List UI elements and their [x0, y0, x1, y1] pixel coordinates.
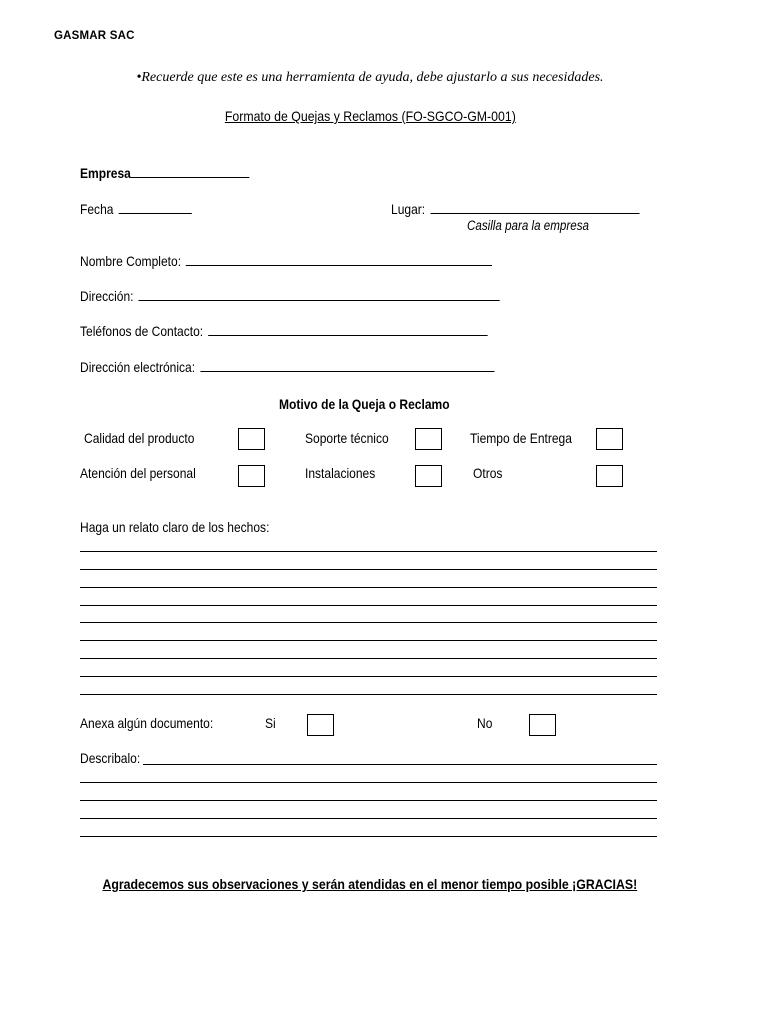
- checkbox-calidad[interactable]: [238, 428, 265, 450]
- motivo-heading: Motivo de la Queja o Reclamo: [279, 396, 450, 412]
- empresa-line: [131, 177, 250, 178]
- email-label: Dirección electrónica:: [80, 359, 196, 375]
- telefonos-label: Teléfonos de Contacto:: [80, 323, 204, 339]
- help-note: •Recuerde que este es una herramienta de ayuda, debe ajustarlo a sus necesidades.: [136, 70, 604, 85]
- direccion-label: Dirección:: [80, 288, 134, 304]
- relato-line: [80, 605, 657, 606]
- lugar-label: Lugar:: [391, 201, 426, 217]
- nombre-label: Nombre Completo:: [80, 253, 182, 269]
- email-field[interactable]: [80, 359, 494, 375]
- thanks-message: Agradecemos sus observaciones y serán atendidas en el menor tiempo posible ¡GRACIAS!: [102, 876, 638, 892]
- lugar-field[interactable]: [391, 201, 639, 217]
- checkbox-otros[interactable]: [596, 465, 623, 487]
- describe-label: Describalo:: [80, 750, 141, 766]
- option-tiempo-label: Tiempo de Entrega: [470, 430, 572, 446]
- option-otros-label: Otros: [473, 465, 503, 481]
- email-line: [200, 371, 494, 372]
- relato-line: [80, 587, 657, 588]
- nombre-field[interactable]: [80, 253, 492, 269]
- checkbox-anexo-si[interactable]: [307, 714, 334, 736]
- direccion-line: [139, 300, 500, 301]
- anexo-si-label: Si: [265, 715, 276, 731]
- option-calidad-label: Calidad del producto: [84, 430, 195, 446]
- fecha-line: [119, 213, 192, 214]
- option-atencion-label: Atención del personal: [80, 465, 196, 481]
- lugar-line: [430, 213, 639, 214]
- describe-line: [80, 782, 657, 783]
- describe-line: [80, 800, 657, 801]
- relato-line: [80, 694, 657, 695]
- option-soporte-label: Soporte técnico: [305, 430, 389, 446]
- checkbox-atencion[interactable]: [238, 465, 265, 487]
- thanks-wrap: [0, 876, 740, 894]
- relato-line: [80, 551, 657, 552]
- fecha-label: Fecha: [80, 201, 114, 217]
- checkbox-soporte[interactable]: [415, 428, 442, 450]
- empresa-label: Empresa: [80, 165, 131, 181]
- fecha-field[interactable]: [80, 201, 192, 217]
- nombre-line: [186, 265, 492, 266]
- anexo-no-label: No: [477, 715, 493, 731]
- describe-line: [80, 836, 657, 837]
- telefonos-line: [208, 335, 488, 336]
- anexo-label: Anexa algún documento:: [80, 715, 214, 731]
- relato-line: [80, 622, 657, 623]
- lugar-hint: Casilla para la empresa: [467, 218, 589, 233]
- form-title-wrap: [0, 108, 740, 126]
- checkbox-tiempo[interactable]: [596, 428, 623, 450]
- describe-line: [80, 818, 657, 819]
- relato-line: [80, 640, 657, 641]
- relato-line: [80, 676, 657, 677]
- relato-label: Haga un relato claro de los hechos:: [80, 519, 270, 535]
- checkbox-instalaciones[interactable]: [415, 465, 442, 487]
- relato-line: [80, 569, 657, 570]
- company-name: GASMAR SAC: [54, 30, 135, 42]
- checkbox-anexo-no[interactable]: [529, 714, 556, 736]
- option-instalaciones-label: Instalaciones: [305, 465, 376, 481]
- empresa-field[interactable]: [80, 165, 250, 181]
- telefonos-field[interactable]: [80, 323, 488, 339]
- direccion-field[interactable]: [80, 288, 500, 304]
- describe-line: [143, 764, 657, 765]
- form-title: Formato de Quejas y Reclamos (FO-SGCO-GM-001): [224, 108, 516, 124]
- relato-line: [80, 658, 657, 659]
